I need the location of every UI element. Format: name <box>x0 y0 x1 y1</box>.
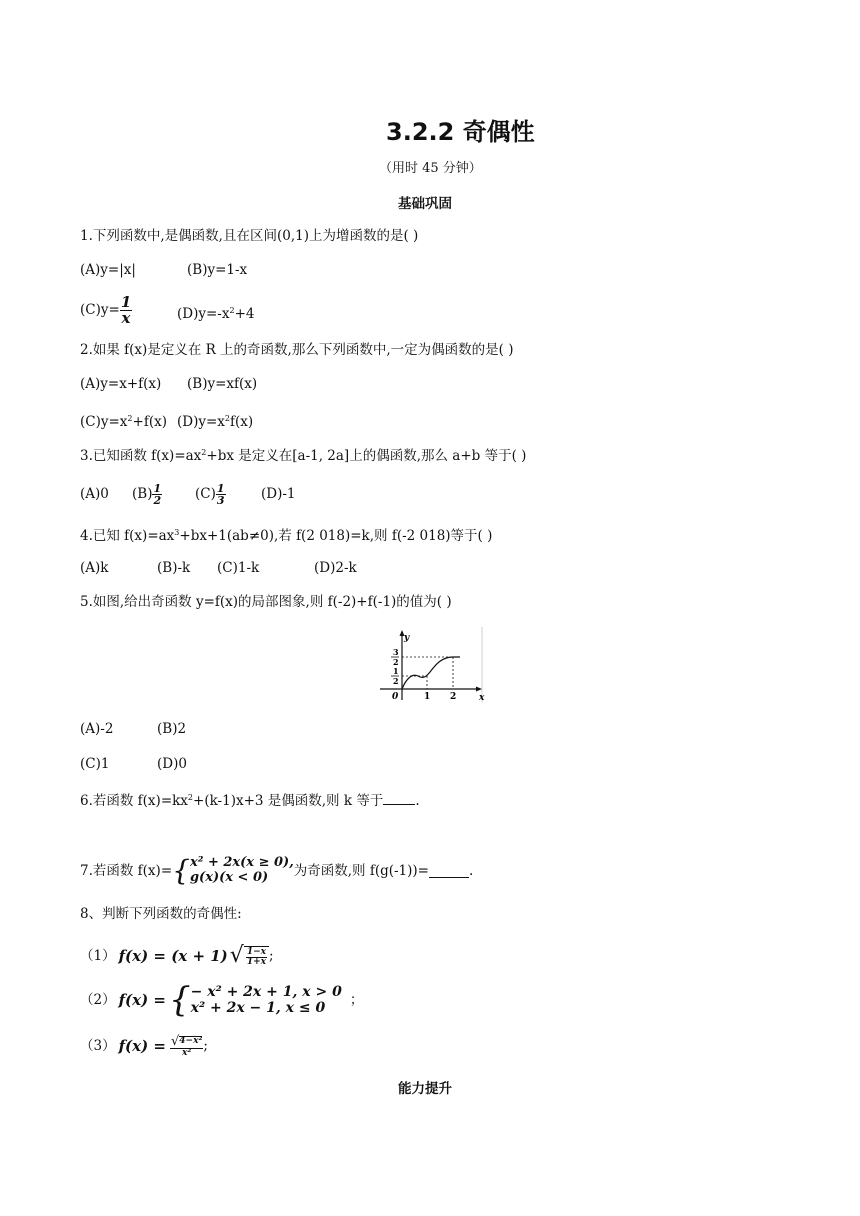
q8-part-2-case-2: x² + 2x − 1, x ≤ 0 <box>190 1000 326 1016</box>
q1-option-c-prefix: (C)y= <box>80 302 120 318</box>
q1-option-d-suffix: +4 <box>234 306 255 322</box>
q3-stem-part2: +bx 是定义在[a-1, 2a]上的偶函数,那么 a+b 等于( ) <box>206 448 527 464</box>
q8-stem: 8、判断下列函数的奇偶性: <box>80 906 242 922</box>
q8-part-label: （2） <box>80 992 116 1008</box>
section-advanced: 能力提升 <box>398 1081 452 1097</box>
q4-stem-part1: 4.已知 f(x)=ax <box>80 528 175 544</box>
q3-option-c <box>195 478 226 510</box>
left-brace-icon: { <box>172 854 190 887</box>
q4-option-d: (D)2-k <box>314 560 357 576</box>
q1-option-b: (B)y=1-x <box>187 262 248 278</box>
q3-option-a: (A)0 <box>80 486 109 502</box>
q6-answer-blank[interactable] <box>383 792 415 805</box>
q6-stem-part1: 6.若函数 f(x)=kx <box>80 793 188 809</box>
q5-option-c: (C)1 <box>80 756 110 772</box>
x-axis-label: x <box>479 693 485 703</box>
fraction-numerator: 1 <box>120 292 132 311</box>
section-basic: 基础巩固 <box>398 196 452 212</box>
q5-function-graph <box>372 626 486 704</box>
q1-option-d-prefix: (D)y=-x <box>177 306 230 322</box>
fraction-denominator: x <box>121 308 131 327</box>
q2-option-d-suffix: f(x) <box>230 414 254 430</box>
q1-option-a: (A)y=|x| <box>80 262 136 278</box>
q8-part-1-end: ; <box>269 948 274 964</box>
q7-answer-blank[interactable] <box>429 865 469 878</box>
q5-option-a: (A)-2 <box>80 721 114 737</box>
q8-part-2 <box>80 980 363 1020</box>
q1-option-c <box>80 292 132 328</box>
q5-option-d: (D)0 <box>157 756 187 772</box>
q4-option-a: (A)k <box>80 560 109 576</box>
q6-stem-end: . <box>415 793 420 809</box>
q8-part-1-radicand <box>244 946 269 967</box>
fraction-numerator <box>170 1035 203 1049</box>
fraction-denominator: 1+x <box>246 956 266 967</box>
q8-part-label: （1） <box>80 948 116 964</box>
exponent: 2 <box>224 414 231 423</box>
fraction-denominator: 2 <box>153 493 162 507</box>
q7-case-2: g(x)(x < 0) <box>189 870 269 885</box>
exponent: 2 <box>229 306 235 315</box>
q3-option-d: (D)-1 <box>261 486 296 502</box>
q3-option-b <box>132 478 162 510</box>
q8-part-3-fraction <box>170 1035 203 1058</box>
y-tick-numerator: 1 <box>393 666 399 676</box>
q3-option-c-prefix: (C) <box>195 486 216 502</box>
q2-option-a: (A)y=x+f(x) <box>80 376 162 392</box>
q7-piecewise-function <box>172 856 294 886</box>
q7-prefix: 7.若函数 f(x)= <box>80 863 173 879</box>
q7-suffix: 为奇函数,则 f(g(-1))= <box>293 863 429 879</box>
q8-part-3-end: ; <box>203 1038 208 1054</box>
q1-stem: 1.下列函数中,是偶函数,且在区间(0,1)上为增函数的是( ) <box>80 228 419 244</box>
q8-part-label: （3） <box>80 1038 116 1054</box>
y-tick-numerator: 3 <box>393 647 399 657</box>
q8-part-2-end: ； <box>349 992 364 1008</box>
q8-part-2-piecewise <box>168 980 342 1020</box>
q3-stem-part1: 3.已知函数 f(x)=ax <box>80 448 202 464</box>
q7-case-1: x² + 2x(x ≥ 0), <box>189 855 294 871</box>
q8-part-2-cases <box>191 984 342 1016</box>
q8-part-3 <box>80 1028 208 1064</box>
q8-part-3-radicand: 4−x² <box>179 1036 203 1046</box>
origin-label: 0 <box>392 692 399 702</box>
q3-option-c-fraction <box>216 483 226 506</box>
exponent: 2 <box>127 414 133 423</box>
q8-part-2-case-1: − x² + 2x + 1, x > 0 <box>190 983 342 1000</box>
q5-option-b: (B)2 <box>157 721 187 737</box>
square-root-icon <box>230 945 269 967</box>
q1-option-c-fraction <box>120 292 132 327</box>
exponent: 3 <box>174 528 180 537</box>
q6-stem <box>80 789 420 810</box>
q3-option-b-prefix: (B) <box>132 486 153 502</box>
q3-option-b-fraction <box>152 483 162 506</box>
fraction-denominator: 3 <box>216 493 225 507</box>
q4-stem <box>80 524 492 545</box>
x-tick-label: 1 <box>424 692 431 702</box>
radical-sign-icon: √ <box>229 943 244 968</box>
q3-stem <box>80 444 526 465</box>
q2-option-d <box>177 410 253 431</box>
q2-option-c-suffix: +f(x) <box>132 414 167 430</box>
q6-stem-part2: +(k-1)x+3 是偶函数,则 k 等于 <box>193 793 384 809</box>
fraction-numerator: 1 <box>216 481 225 495</box>
fraction-numerator: 1−x <box>246 946 266 957</box>
exponent: 2 <box>201 448 207 457</box>
q4-stem-part2: +bx+1(ab≠0),若 f(2 018)=k,则 f(-2 018)等于( ) <box>179 528 493 544</box>
q7-end: . <box>469 863 474 879</box>
exponent: 2 <box>187 793 194 802</box>
fraction-denominator: x² <box>182 1047 192 1058</box>
q2-option-c <box>80 410 167 431</box>
y-axis-label: y <box>404 633 410 643</box>
q2-stem: 2.如果 f(x)是定义在 R 上的奇函数,那么下列函数中,一定为偶函数的是( ) <box>80 342 514 358</box>
radical-sign-icon: √ <box>170 1033 180 1049</box>
q2-option-b: (B)y=xf(x) <box>187 376 258 392</box>
x-tick-label: 2 <box>450 692 457 702</box>
q5-stem: 5.如图,给出奇函数 y=f(x)的局部图象,则 f(-2)+f(-1)的值为( ) <box>80 594 452 610</box>
q8-part-2-lhs: f(x) = <box>118 991 166 1009</box>
q8-part-1-lhs: f(x) = (x + 1) <box>118 947 228 965</box>
q8-part-1 <box>80 938 274 974</box>
time-note: （用时 45 分钟） <box>379 161 482 176</box>
q7-stem <box>80 850 473 892</box>
q8-part-3-lhs: f(x) = <box>118 1037 166 1055</box>
fraction-numerator: 1 <box>153 481 162 495</box>
y-tick-denominator: 2 <box>393 676 399 686</box>
q4-option-b: (B)-k <box>157 560 191 576</box>
q1-option-d <box>177 302 254 323</box>
q7-cases <box>190 856 294 886</box>
q2-option-c-prefix: (C)y=x <box>80 414 128 430</box>
y-tick-denominator: 2 <box>393 657 399 667</box>
page-title: 3.2.2 奇偶性 <box>386 118 535 146</box>
q2-option-d-prefix: (D)y=x <box>177 414 225 430</box>
q4-option-c: (C)1-k <box>217 560 260 576</box>
left-brace-icon: { <box>168 980 191 1020</box>
